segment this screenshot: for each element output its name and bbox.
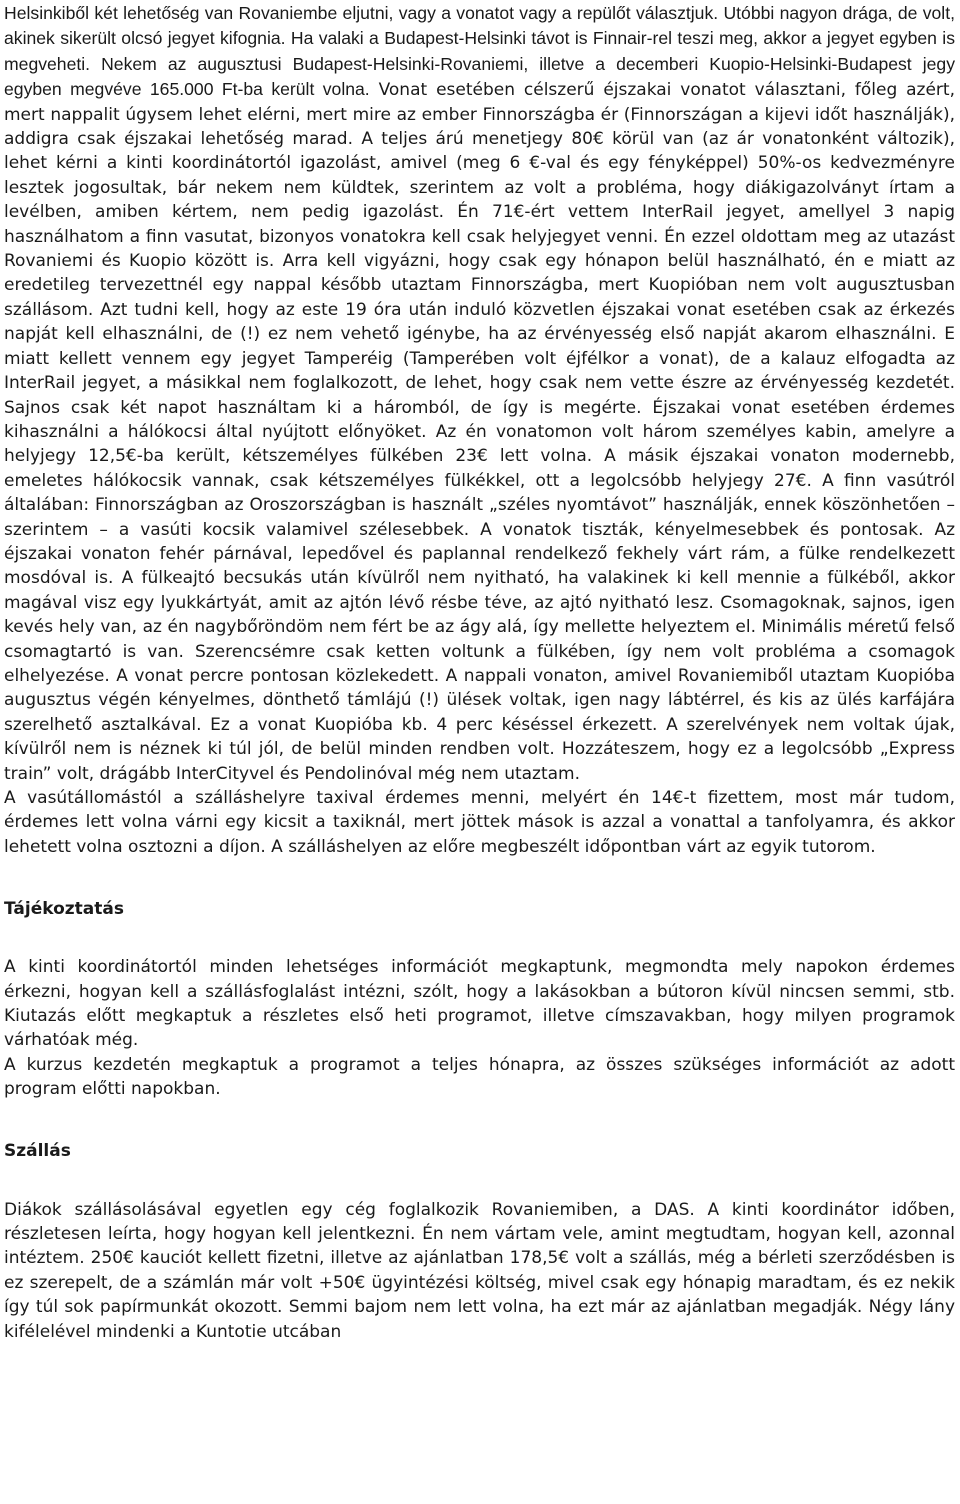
document-page [4,1,955,1344]
paragraph-accommodation-1: Diákok szállásolásával egyetlen egy cég foglalkozik Rovaniemiben, a DAS. A kinti koordinátor időben, részletesen leírta, hogy hogyan kell jelentkezni. Én nem vártam vele, amint megtudtam, hogyan kell, azonnal intéztem. 250€ kauciót kellett fizetni, illetve az ajánlatban 178,5€ volt a szállás, még a bérleti szerződésben is ez szerepelt, de a számlán már volt +50€ ügyintézési költség, mivel csak egy hónapig maradtam, és ez nekik így túl sok papírmunkát okozott. Semmi bajom nem lett volna, ha ezt már az ajánlatban megadják. Négy lány kifélelével mindenki a Kuntotie utcában [4,1199,955,1342]
paragraph-info-2: A kurzus kezdetén megkaptuk a programot a teljes hónapra, az összes szükséges információt az adott program előtti napokban. [4,1054,955,1100]
section-heading-accommodation: Szállás [4,1140,71,1161]
paragraph-travel-body: Vonat esetében célszerű éjszakai vonatot választani, főleg azért, mert nappalit úgysem lehet elérni, mert mire az ember Finnországba ér (Finnországan a kijevi időt használják), addigra csak éjszakai lehetőség marad. A teljes árú menetjegy 80€ körül van (az ár vonatonként változik), lehet kérni a kinti koordinátortól igazolást, amivel (meg 6 €-val és egy fényképpel) 50%-os kedvezményre lesztek jogosultak, bár nekem nem küldtek, szerintem az volt a probléma, hogy diákigazolványt írtam a levélben, amiben kértem, nem pedig igazolást. Én 71€-ért vettem InterRail jegyet, amellyel 3 napig használhatom a finn vasutat, bizonyos vonatokra kell csak helyjegyet venni. Én ezzel oldottam meg az utazást Rovaniemi és Kuopio között is. Arra kell vigyázni, hogy csak egy hónapon belül használható, én e miatt az eredetileg tervezettnél egy nappal később utaztam Finnországba, mert Kuopióban nem volt augusztusban szállásom. Azt tudni kell, hogy az este 19 óra után induló közvetlen éjszakai vonat esetében csak az érkezés napját kell elhasználni, de (!) ez nem vehető igénybe, ha az érvényesség első napját akarom elhasználni. E miatt kellett vennem egy jegyet Tamperéig (Tamperében volt éjfélkor a vonat), de a kalauz elfogadta az InterRail jegyet, a másikkal nem foglalkozott, de lehet, hogy csak nem vette észre az érvényesség kezdetét. Sajnos csak két napot használtam ki a háromból, de így is megérte. Éjszakai vonat esetében érdemes kihasználni a hálókocsi által nyújtott előnyöket. Az én vonatomon volt három személyes kabin, amelyre a helyjegy 12,5€-ba került, kétszemélyes fülkében 23€ lett volna. A másik éjszakai vonaton modernebb, emeletes hálókocsik vannak, csak kétszemélyes fülkékkel, ott a legolcsóbb helyjegy 27€. A finn vasútról általában: Finnországban az Oroszországban is használt „széles nyomtávot” használják, ennek köszönhetően – szerintem – a vasúti kocsik valamivel szélesebbek. A vonatok tiszták, kényelmesebbek és pontosak. Az éjszakai vonaton fehér párnával, lepedővel és paplannal rendelkező fekhely várt rám, a fülke rendelkezett mosdóval is. A fülkeajtó becsukás után kívülről nem nyitható, ha valakinek ki kell mennie a fülkéből, akkor magával visz egy lyukkártyát, amit az ajtón lévő résbe téve, az ajtó nyitható lesz. Csomagoknak, sajnos, igen kevés hely van, az én nagybőröndöm nem fért be az ágy alá, így mellette helyeztem el. Minimális méretű felső csomagtartó is van. Szerencsémre csak ketten voltunk a fülkében, így nem volt probléma a csomagok elhelyezése. A vonat percre pontosan közlekedett. A nappali vonaton, amivel Rovaniemiből utaztam Kuopióba augusztus végén kényelmes, dönthető támlájú (!) ülések voltak, igen nagy lábtérrel, és kis az ülés karfájára szerelhető asztalkával. Ez a vonat Kuopióba kb. 4 perc késéssel érkezett. A szerelvények nem voltak újak, kívülről nem is néznek ki túl jól, de belül minden rendben volt. Hozzáteszem, hogy ez a legolcsóbb „Express train” volt, drágább InterCityvel és Pendolinóval még nem utaztam. [4,80,955,784]
paragraph-taxi: A vasútállomástól a szálláshelyre taxival érdemes menni, melyért én 14€-t fizettem, most már tudom, érdemes lett volna várni egy kicsit a taxiknál, mert jöttek mások is azzal a vonattal a tanfolyamra, és akkor lehetett volna osztozni a díjon. A szálláshelyen az előre megbeszélt időpontban várt az egyik tutorom. [4,788,955,857]
paragraph-travel [4,1,955,786]
paragraph-info-1: A kinti koordinátortól minden lehetséges információt megkaptunk, megmondta mely napokon érdemes érkezni, hogyan kell a szállásfoglalást intézni, szólt, hogy a lakásokban a bútoron kívül nincsen semmi, stb. Kiutazás előtt megkaptuk a részletes első heti programot, illetve címszavakban, hogy milyen programok várhatóak még. [4,957,955,1051]
section-heading-info: Tájékoztatás [4,899,124,920]
paragraph-travel-lead: Helsinkiből két lehetőség van Rovaniembe eljutni, vagy a vonatot vagy a repülőt választjuk. Utóbbi nagyon drága, de volt, akinek sikerült olcsó jegyet kifognia. Ha valaki a Budapest-Helsinki távot is Finnair-rel teszi meg, akkor a jegyet egyben is megveheti. Nekem az augusztusi Budapest-Helsinki-Rovaniemi, illetve a decemberi Kuopio-Helsinki-Budapest jegy egyben megvéve 165.000 Ft-ba került volna. [4,3,955,100]
